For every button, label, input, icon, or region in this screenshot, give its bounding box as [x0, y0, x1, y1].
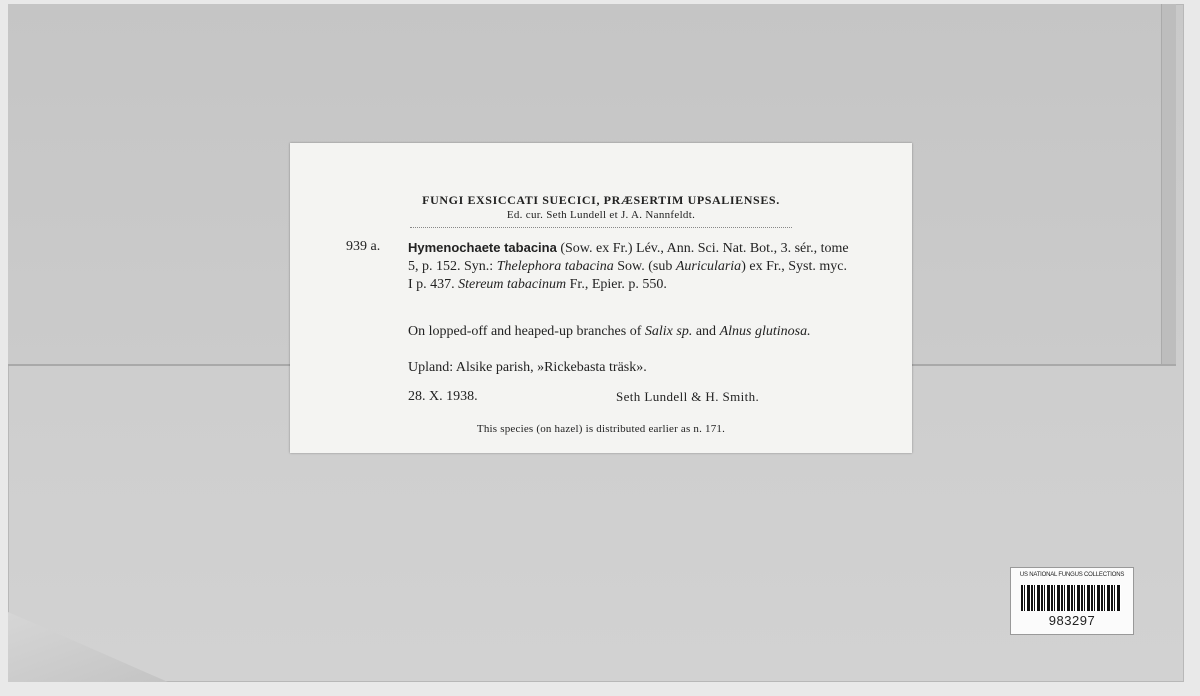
herbarium-label	[290, 143, 912, 453]
reference-text-2: Sow. (sub	[613, 259, 676, 274]
exsiccata-number: 939 a.	[346, 239, 381, 254]
species-name: Hymenochaete tabacina	[408, 240, 557, 255]
habitat-text	[408, 323, 858, 341]
collection-date: 28. X. 1938.	[408, 389, 478, 404]
synonym-1: Thelephora tabacina	[496, 259, 614, 274]
distribution-note: This species (on hazel) is distributed earlier as n. 171.	[476, 423, 726, 435]
reference-text-4: Fr., Epier. p. 550.	[566, 277, 667, 292]
habitat-part-2: and	[692, 324, 720, 339]
flap-edge	[1161, 4, 1176, 364]
barcode-organization: US NATIONAL FUNGUS COLLECTIONS	[1019, 572, 1125, 578]
packet-crease	[8, 612, 168, 682]
label-header-editors: Ed. cur. Seth Lundell et J. A. Nannfeldt.	[506, 209, 696, 221]
reference-text-1: (Sow. ex Fr.) Lév., Ann. Sci. Nat. Bot., 3. sér., tome 5, p. 152. Syn.:	[408, 241, 849, 274]
synonym-2: Auricularia	[675, 259, 742, 274]
locality-text: Upland: Alsike parish, »Rickebasta träsk».	[408, 360, 647, 375]
host-2: Alnus glutinosa.	[719, 324, 811, 339]
host-1: Salix sp.	[644, 324, 693, 339]
habitat-part-1: On lopped-off and heaped-up branches of	[408, 324, 645, 339]
barcode-number: 983297	[1048, 613, 1096, 628]
barcode-bars	[1021, 585, 1121, 611]
header-rule	[410, 227, 792, 228]
reference-text-3: ) ex Fr., Syst. myc. I p. 437.	[408, 259, 847, 292]
taxon-entry	[408, 239, 853, 294]
barcode-label	[1010, 567, 1134, 635]
label-header-title: FUNGI EXSICCATI SUECICI, PRÆSERTIM UPSALIENSES.	[422, 193, 780, 207]
synonym-3: Stereum tabacinum	[458, 277, 567, 292]
collectors: Seth Lundell & H. Smith.	[616, 389, 760, 404]
